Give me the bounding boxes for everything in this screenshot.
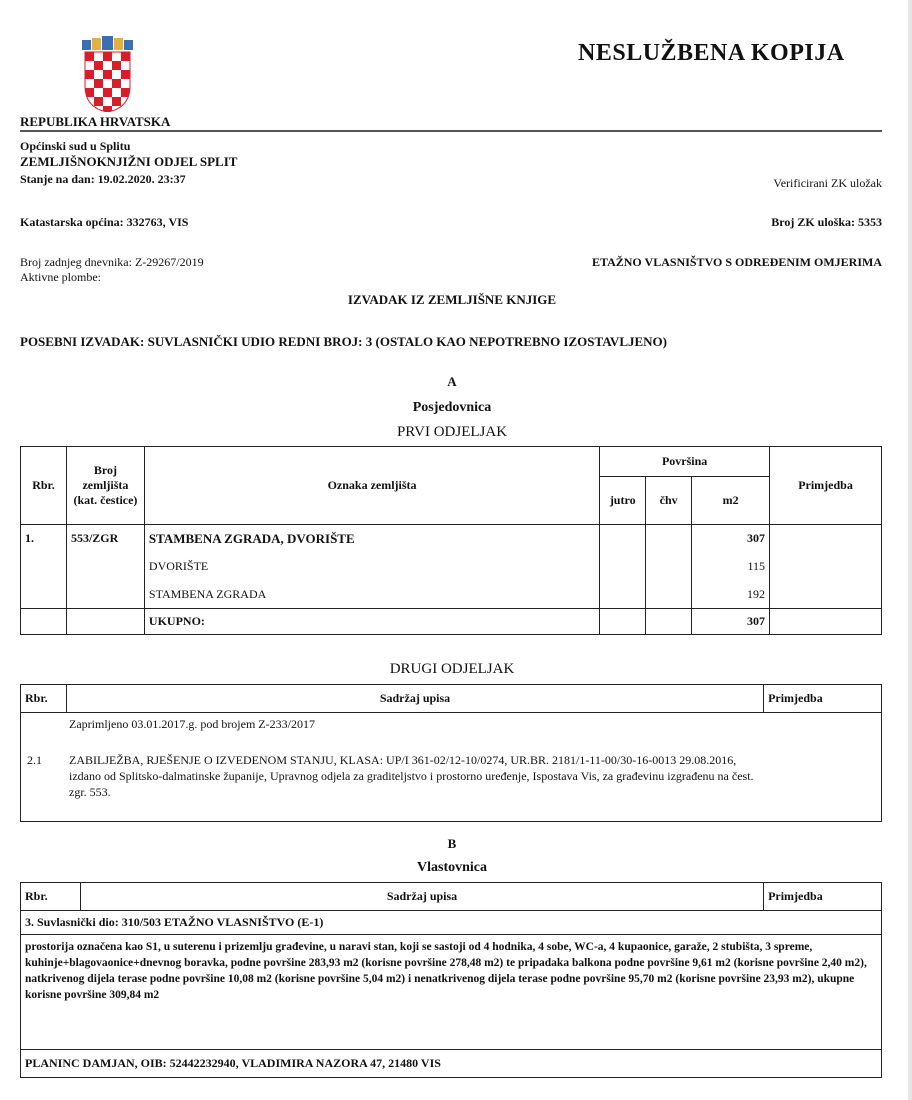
unofficial-copy-title: NESLUŽBENA KOPIJA — [578, 40, 845, 66]
row-parcel: 553/ZGR — [66, 525, 144, 553]
section-b-name: Vlastovnica — [417, 860, 487, 875]
owner-row: PLANINC DAMJAN, OIB: 52442232940, VLADIMIRA NAZORA 47, 21480 VIS — [21, 1050, 882, 1078]
section-a-letter: A — [447, 374, 457, 389]
row-m2: 307 — [692, 525, 770, 553]
row-mark: DVORIŠTE — [144, 553, 599, 581]
received-note: Zaprimljeno 03.01.2017.g. pod brojem Z-233/2017 — [69, 717, 315, 731]
table-row — [21, 525, 882, 553]
special-extract: POSEBNI IZVADAK: SUVLASNIČKI UDIO REDNI BROJ: 3 (OSTALO KAO NEPOTREBNO IZOSTAVLJENO) — [20, 334, 667, 349]
ownership-table — [20, 882, 882, 1078]
row-mark: STAMBENA ZGRADA — [144, 581, 599, 609]
share-row: 3. Suvlasnički dio: 310/503 ETAŽNO VLASNIŠTVO (E-1) — [21, 911, 882, 935]
col-area: Površina — [600, 447, 770, 477]
page-edge — [908, 0, 912, 1100]
col-mark: Oznaka zemljišta — [144, 447, 599, 525]
col-note: Primjedba — [764, 883, 882, 911]
extract-title: IZVADAK IZ ZEMLJIŠNE KNJIGE — [347, 292, 557, 307]
col-note: Primjedba — [764, 685, 882, 713]
total-row — [21, 609, 882, 635]
verified-label: Verificirani ZK uložak — [773, 176, 882, 190]
section-b-letter: B — [447, 836, 457, 851]
section-a-name: Posjedovnica — [412, 400, 492, 415]
state-date: Stanje na dan: 19.02.2020. 23:37 — [20, 172, 186, 186]
active-seals: Aktivne plombe: — [20, 270, 101, 284]
land-table — [20, 446, 882, 635]
entries-table — [20, 684, 882, 822]
col-rbr: Rbr. — [21, 447, 67, 525]
col-content: Sadržaj upisa — [80, 883, 763, 911]
coat-of-arms-icon — [80, 36, 136, 112]
col-rbr: Rbr. — [21, 883, 81, 911]
entry-text: ZABILJEŽBA, RJEŠENJE O IZVEDENOM STANJU, KLASA: UP/I 361-02/12-10/0274, UR.BR. 2181/1-11-00/30-16-0013 29.08.2016, izdano od Splitsko-dalmatinske županije, Upravnog odjela za graditeljstvo i prostorno uređenje, Ispostava Vis, za građevinu izgrađenu na čest. zgr. 553. — [69, 753, 754, 799]
row-rbr: 1. — [21, 525, 67, 553]
col-jutro: jutro — [600, 477, 646, 525]
department-name: ZEMLJIŠNOKNJIŽNI ODJEL SPLIT — [20, 154, 238, 169]
col-chv: čhv — [646, 477, 692, 525]
republic-label: REPUBLIKA HRVATSKA — [20, 114, 171, 129]
row-m2: 192 — [692, 581, 770, 609]
table-row — [21, 581, 882, 609]
col-note: Primjedba — [770, 447, 882, 525]
col-parcel: Broj zemljišta (kat. čestice) — [66, 447, 144, 525]
col-rbr: Rbr. — [21, 685, 67, 713]
diary-number: Broj zadnjeg dnevnika: Z-29267/2019 — [20, 255, 204, 269]
part1-heading: PRVI ODJELJAK — [396, 424, 508, 440]
ownership-type: ETAŽNO VLASNIŠTVO S ODREĐENIM OMJERIMA — [591, 255, 882, 269]
cadastral-municipality: Katastarska općina: 332763, VIS — [20, 215, 189, 229]
total-m2: 307 — [692, 609, 770, 635]
unit-description: prostorija označena kao S1, u suterenu i prizemlju građevine, u naravi stan, koji se sastoji od 4 hodnika, 4 sobe, WC-a, 4 kupaonice, garaže, 2 stubišta, 3 spreme, kuhinje+blagovaonice+dnevnog boravka, podne površine 283,93 m2 (korisne površine 278,48 m2) te pripadaka balkona podne površine 9,61 m2 (korisne površine 2,40 m2), natkrivenog dijela terase podne površine 10,08 m2 (korisne površine 5,04 m2) i nenatkrivenog dijela terase podne površine 95,70 m2 (korisne površine 23,93 m2), ukupne korisne površine 309,84 m2 — [21, 935, 882, 1050]
part2-heading: DRUGI ODJELJAK — [389, 661, 515, 677]
col-m2: m2 — [692, 477, 770, 525]
header-rule — [20, 130, 882, 132]
col-content: Sadržaj upisa — [66, 685, 763, 713]
table-row — [21, 553, 882, 581]
court-name: Općinski sud u Splitu — [20, 139, 131, 153]
entry-number: 2.1 — [27, 753, 42, 767]
zk-number: Broj ZK uloška: 5353 — [771, 215, 882, 229]
row-mark: STAMBENA ZGRADA, DVORIŠTE — [144, 525, 599, 553]
row-m2: 115 — [692, 553, 770, 581]
entry-cell — [21, 713, 882, 822]
total-label: UKUPNO: — [144, 609, 599, 635]
